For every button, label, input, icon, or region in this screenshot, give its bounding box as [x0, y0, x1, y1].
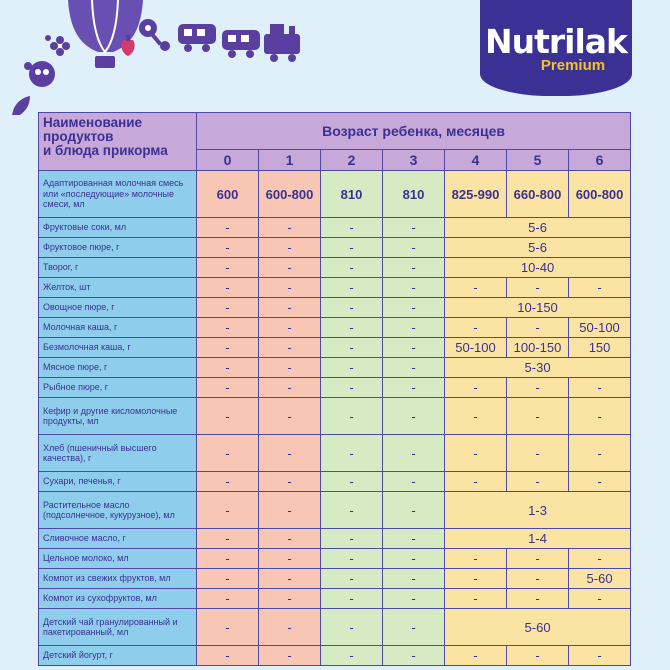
- value-cell: -: [321, 218, 383, 238]
- value-cell: -: [197, 378, 259, 398]
- value-cell: -: [445, 318, 507, 338]
- value-cell: -: [321, 318, 383, 338]
- product-name: Рыбное пюре, г: [39, 378, 197, 398]
- value-cell: -: [321, 258, 383, 278]
- value-cell: -: [197, 646, 259, 666]
- value-cell: -: [383, 589, 445, 609]
- product-name: Сливочное масло, г: [39, 529, 197, 549]
- value-cell: 600: [197, 171, 259, 218]
- table-row: [39, 549, 631, 569]
- product-name: Компот из сухофруктов, мл: [39, 589, 197, 609]
- value-cell: -: [197, 569, 259, 589]
- product-name: Цельное молоко, мл: [39, 549, 197, 569]
- product-name: Фруктовое пюре, г: [39, 238, 197, 258]
- value-cell: 10-40: [445, 258, 631, 278]
- table-row: [39, 358, 631, 378]
- value-cell: -: [321, 492, 383, 529]
- value-cell: 5-6: [445, 218, 631, 238]
- flower-icon: [45, 35, 70, 56]
- value-cell: -: [259, 318, 321, 338]
- table-row: [39, 398, 631, 435]
- month-header: 0: [197, 150, 259, 171]
- value-cell: -: [259, 492, 321, 529]
- value-cell: -: [569, 398, 631, 435]
- value-cell: -: [445, 549, 507, 569]
- value-cell: 810: [383, 171, 445, 218]
- value-cell: -: [259, 589, 321, 609]
- value-cell: -: [197, 278, 259, 298]
- value-cell: -: [197, 398, 259, 435]
- table-row: [39, 238, 631, 258]
- value-cell: 825-990: [445, 171, 507, 218]
- product-name: Мясное пюре, г: [39, 358, 197, 378]
- value-cell: -: [507, 378, 569, 398]
- value-cell: 50-100: [569, 318, 631, 338]
- month-header: 5: [507, 150, 569, 171]
- value-cell: -: [321, 338, 383, 358]
- table-row: [39, 492, 631, 529]
- value-cell: -: [321, 378, 383, 398]
- value-cell: -: [197, 318, 259, 338]
- product-name: Адаптированная молочная смесь или «последующие» молочные смеси, мл: [39, 171, 197, 218]
- value-cell: -: [321, 609, 383, 646]
- product-name: Растительное масло (подсолнечное, кукурузное), мл: [39, 492, 197, 529]
- value-cell: -: [321, 472, 383, 492]
- value-cell: 50-100: [445, 338, 507, 358]
- table-row: [39, 472, 631, 492]
- toy-train-icon: [178, 24, 300, 62]
- logo-brand: Nutrilak: [485, 22, 627, 61]
- value-cell: -: [259, 218, 321, 238]
- value-cell: -: [569, 646, 631, 666]
- age-column-header: Возраст ребенка, месяцев: [197, 113, 631, 150]
- value-cell: -: [383, 278, 445, 298]
- value-cell: -: [259, 338, 321, 358]
- table-body: [39, 171, 631, 666]
- rattle-icon: [139, 19, 170, 51]
- feeding-schedule-table: [38, 112, 631, 666]
- value-cell: -: [197, 218, 259, 238]
- table-row: [39, 338, 631, 358]
- value-cell: 810: [321, 171, 383, 218]
- product-name: Желток, шт: [39, 278, 197, 298]
- value-cell: -: [383, 258, 445, 278]
- value-cell: -: [445, 398, 507, 435]
- value-cell: -: [197, 298, 259, 318]
- product-name: Творог, г: [39, 258, 197, 278]
- value-cell: -: [259, 378, 321, 398]
- value-cell: 1-4: [445, 529, 631, 549]
- value-cell: -: [507, 569, 569, 589]
- value-cell: -: [383, 472, 445, 492]
- value-cell: -: [569, 278, 631, 298]
- table-row: [39, 569, 631, 589]
- logo-premium: Premium: [540, 57, 606, 74]
- product-name: Детский йогурт, г: [39, 646, 197, 666]
- value-cell: -: [321, 589, 383, 609]
- leaf-icon: [12, 96, 30, 115]
- value-cell: -: [383, 529, 445, 549]
- value-cell: -: [383, 358, 445, 378]
- value-cell: -: [259, 472, 321, 492]
- table-row: [39, 171, 631, 218]
- product-name: Компот из свежих фруктов, мл: [39, 569, 197, 589]
- value-cell: 600-800: [259, 171, 321, 218]
- value-cell: -: [569, 378, 631, 398]
- value-cell: -: [445, 378, 507, 398]
- value-cell: -: [321, 435, 383, 472]
- value-cell: -: [321, 569, 383, 589]
- value-cell: -: [259, 258, 321, 278]
- value-cell: -: [197, 472, 259, 492]
- value-cell: -: [383, 378, 445, 398]
- value-cell: -: [197, 492, 259, 529]
- product-column-header: Наименование продуктов и блюда прикорма: [39, 113, 197, 171]
- product-name: Фруктовые соки, мл: [39, 218, 197, 238]
- value-cell: -: [259, 298, 321, 318]
- value-cell: -: [383, 435, 445, 472]
- value-cell: -: [259, 238, 321, 258]
- value-cell: -: [259, 278, 321, 298]
- value-cell: -: [197, 258, 259, 278]
- product-name: Овощное пюре, г: [39, 298, 197, 318]
- value-cell: 10-150: [445, 298, 631, 318]
- value-cell: -: [321, 238, 383, 258]
- value-cell: 600-800: [569, 171, 631, 218]
- product-name: Детский чай гранулированный и пакетированный, мл: [39, 609, 197, 646]
- value-cell: -: [321, 398, 383, 435]
- table-row: [39, 218, 631, 238]
- value-cell: -: [197, 549, 259, 569]
- product-name: Молочная каша, г: [39, 318, 197, 338]
- value-cell: -: [445, 569, 507, 589]
- table-row: [39, 609, 631, 646]
- product-name: Безмолочная каша, г: [39, 338, 197, 358]
- table-row: [39, 258, 631, 278]
- value-cell: -: [569, 472, 631, 492]
- apple-icon: [24, 61, 55, 87]
- table-row: [39, 646, 631, 666]
- value-cell: -: [383, 646, 445, 666]
- value-cell: -: [321, 549, 383, 569]
- value-cell: 5-30: [445, 358, 631, 378]
- value-cell: -: [445, 278, 507, 298]
- product-name: Хлеб (пшеничный высшего качества), г: [39, 435, 197, 472]
- value-cell: -: [259, 435, 321, 472]
- table-row: [39, 298, 631, 318]
- value-cell: -: [321, 298, 383, 318]
- value-cell: 660-800: [507, 171, 569, 218]
- table-row: [39, 435, 631, 472]
- value-cell: -: [383, 218, 445, 238]
- product-name: Сухари, печенья, г: [39, 472, 197, 492]
- value-cell: -: [507, 589, 569, 609]
- month-header: 1: [259, 150, 321, 171]
- table-row: [39, 278, 631, 298]
- value-cell: -: [197, 589, 259, 609]
- value-cell: -: [569, 549, 631, 569]
- value-cell: -: [259, 569, 321, 589]
- hot-air-balloon-icon: [68, 0, 143, 68]
- value-cell: -: [259, 549, 321, 569]
- table-row: [39, 589, 631, 609]
- value-cell: -: [569, 435, 631, 472]
- value-cell: -: [197, 358, 259, 378]
- value-cell: -: [507, 398, 569, 435]
- value-cell: 5-60: [569, 569, 631, 589]
- nutrilak-logo: [480, 0, 632, 96]
- value-cell: -: [321, 529, 383, 549]
- table-row: [39, 318, 631, 338]
- value-cell: -: [507, 549, 569, 569]
- value-cell: -: [507, 435, 569, 472]
- value-cell: -: [259, 358, 321, 378]
- product-name: Кефир и другие кисломолочные продукты, мл: [39, 398, 197, 435]
- month-header: 4: [445, 150, 507, 171]
- month-header: 6: [569, 150, 631, 171]
- value-cell: -: [321, 358, 383, 378]
- value-cell: -: [197, 238, 259, 258]
- month-header: 3: [383, 150, 445, 171]
- value-cell: -: [507, 472, 569, 492]
- value-cell: -: [383, 298, 445, 318]
- value-cell: -: [507, 318, 569, 338]
- table-row: [39, 529, 631, 549]
- value-cell: -: [259, 529, 321, 549]
- value-cell: -: [507, 646, 569, 666]
- value-cell: 100-150: [507, 338, 569, 358]
- value-cell: -: [383, 318, 445, 338]
- value-cell: -: [321, 278, 383, 298]
- value-cell: -: [383, 569, 445, 589]
- value-cell: -: [259, 646, 321, 666]
- month-header: 2: [321, 150, 383, 171]
- value-cell: 150: [569, 338, 631, 358]
- value-cell: -: [383, 398, 445, 435]
- value-cell: -: [445, 589, 507, 609]
- value-cell: -: [383, 238, 445, 258]
- value-cell: -: [507, 278, 569, 298]
- value-cell: -: [197, 435, 259, 472]
- value-cell: 5-6: [445, 238, 631, 258]
- value-cell: -: [259, 398, 321, 435]
- value-cell: -: [445, 646, 507, 666]
- value-cell: -: [321, 646, 383, 666]
- value-cell: 1-3: [445, 492, 631, 529]
- value-cell: -: [383, 492, 445, 529]
- table-row: [39, 378, 631, 398]
- value-cell: -: [259, 609, 321, 646]
- value-cell: 5-60: [445, 609, 631, 646]
- value-cell: -: [383, 609, 445, 646]
- value-cell: -: [569, 589, 631, 609]
- value-cell: -: [383, 338, 445, 358]
- value-cell: -: [197, 609, 259, 646]
- value-cell: -: [383, 549, 445, 569]
- value-cell: -: [445, 472, 507, 492]
- value-cell: -: [197, 529, 259, 549]
- value-cell: -: [197, 338, 259, 358]
- value-cell: -: [445, 435, 507, 472]
